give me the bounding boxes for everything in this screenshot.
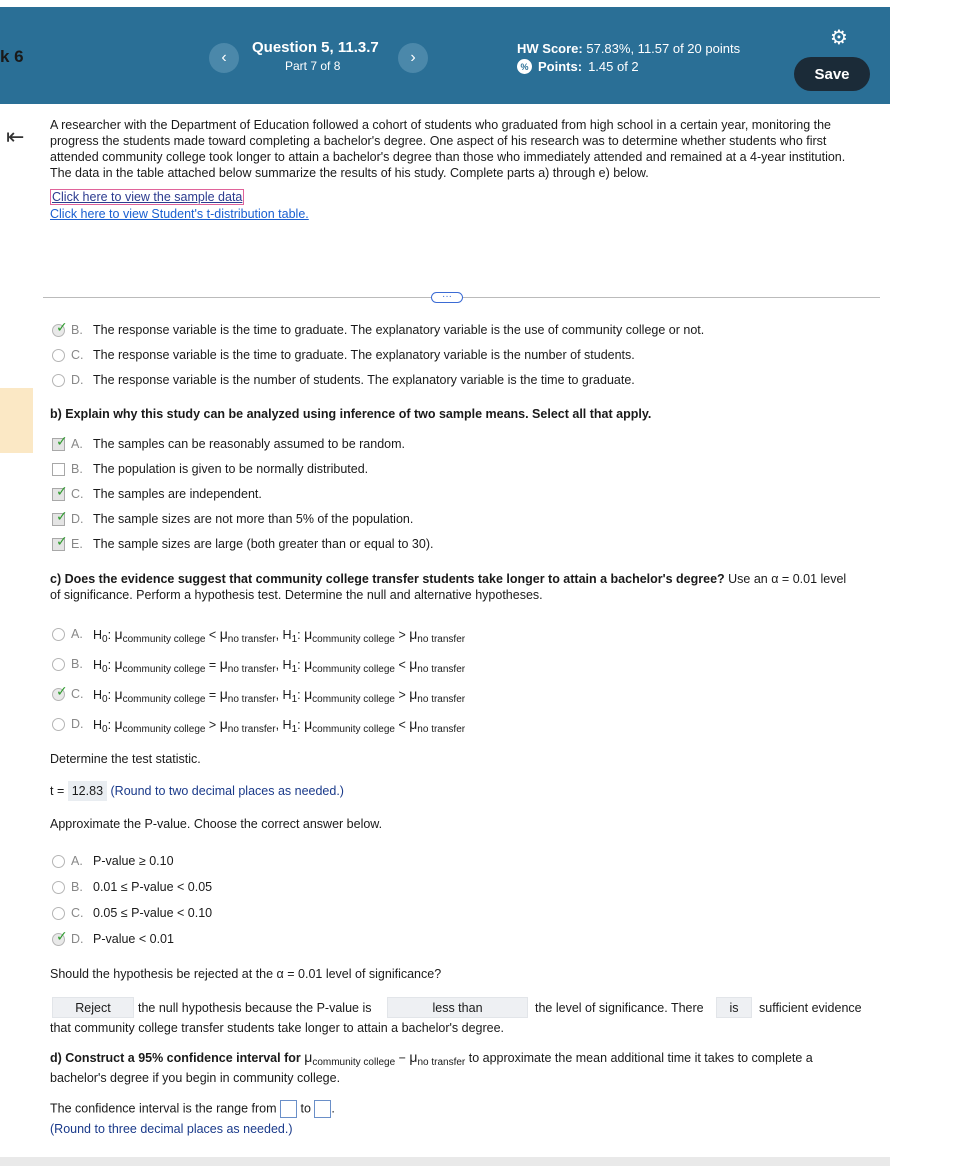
part-c-question: c) Does the evidence suggest that community college transfer students take longer to attain a bachelor's degree? Use an α = 0.01 level of significance. Perform a hypothesis test. Determine the null and alternative hypotheses. [50,572,847,602]
radio-button[interactable] [52,349,65,362]
next-question-button[interactable] [398,43,428,73]
option-b-a[interactable]: ✓ A. The samples can be reasonably assumed to be random. [52,437,405,451]
test-stat-row: t = 12.83 (Round to two decimal places as needed.) [50,781,344,801]
radio-button[interactable] [52,718,65,731]
part-label: Part 7 of 8 [285,59,341,73]
option-b-d[interactable]: ✓ D. The sample sizes are not more than 5% of the population. [52,512,413,526]
hypothesis-text: $H_0$: $\mu_{community college} = \mu_{no transfer}$, $H_1$: $\mu_{community college} > \mu_{no transfer}$ [93,686,466,705]
bottom-bar [0,1157,890,1166]
comparison-dropdown[interactable]: less than [387,997,528,1018]
assignment-label: k 6 [0,47,24,66]
chevron-left-icon: ‹ [221,49,227,66]
option-b-b[interactable]: B. The population is given to be normally distributed. [52,462,368,476]
ci-upper-input[interactable] [314,1100,331,1118]
checkbox[interactable] [52,532,68,551]
option-b-c[interactable]: ✓ C. The samples are independent. [52,487,262,501]
hypothesis-text: $H_0$: $\mu_{community college} > \mu_{no transfer}$, $H_1$: $\mu_{community college} < \mu_{no transfer}$ [93,716,466,735]
ci-row: The confidence interval is the range from to . [50,1100,335,1118]
part-d-line2: bachelor's degree if you begin in community college. [50,1071,341,1085]
prev-question-button[interactable] [209,43,239,73]
conclusion-text-2: the level of significance. There [535,1001,704,1015]
checkbox[interactable] [52,463,65,476]
ci-lower-input[interactable] [280,1100,297,1118]
option-a-b[interactable]: ✓ B. The response variable is the time to graduate. The explanatory variable is the use of community college or not. [52,323,704,337]
hyp-option-b[interactable]: B. $H_0$: $\mu_{community college} = \mu_{no transfer}$, $H_1$: $\mu_{community college} < \mu_{no transfer}$ [52,656,465,672]
hypothesis-text: $H_0$: $\mu_{community college} < \mu_{no transfer}$, $H_1$: $\mu_{community college} > \mu_{no transfer}$ [93,626,466,645]
check-icon: ✓ [56,482,68,499]
t-table-link[interactable]: Click here to view Student's t-distribution table. [50,207,309,221]
checkbox[interactable] [52,482,68,501]
radio-button[interactable] [52,682,68,701]
radio-button[interactable] [52,881,65,894]
hyp-option-d[interactable]: D. $H_0$: $\mu_{community college} > \mu_{no transfer}$, $H_1$: $\mu_{community college} < \mu_{no transfer}$ [52,716,465,732]
check-icon: ✓ [56,682,68,699]
chevron-right-icon: › [410,49,416,66]
check-icon: ✓ [56,318,68,335]
conclusion-text-3: sufficient evidence [759,1001,862,1015]
check-icon: ✓ [56,507,68,524]
part-b-question: b) Explain why this study can be analyzed using inference of two sample means. Select all that apply. [50,407,652,421]
reject-dropdown[interactable]: Reject [52,997,134,1018]
hw-score: HW Score: 57.83%, 11.57 of 20 points [517,41,741,56]
option-a-c[interactable]: C. The response variable is the time to graduate. The explanatory variable is the number of students. [52,348,635,362]
radio-button[interactable] [52,628,65,641]
check-icon: ✓ [56,532,68,549]
evidence-dropdown[interactable]: is [716,997,752,1018]
expand-more-button[interactable]: ··· [431,292,463,303]
radio-button[interactable] [52,855,65,868]
conclusion-text-1: the null hypothesis because the P-value is [138,1001,372,1015]
check-icon: ✓ [56,432,68,449]
rounding-hint: (Round to two decimal places as needed.) [110,784,344,798]
conclusion-text-4: that community college transfer students take longer to attain a bachelor's degree. [50,1021,505,1035]
pvalue-option-a[interactable]: A. P-value ≥ 0.10 [52,854,174,868]
save-button[interactable]: Save [794,57,870,91]
part-d-question: d) Construct a 95% confidence interval for $\mu_{community college} - \mu_{no transfer}$ to approximate the mean additional time it takes to complete a [50,1049,813,1068]
collapse-sidebar-icon[interactable]: ⇤ [6,124,25,149]
radio-button[interactable] [52,927,68,946]
question-title: Question 5, 11.3.7 [252,39,379,56]
radio-button[interactable] [52,374,65,387]
partial-credit-icon: % [517,59,532,74]
points: % Points: 1.45 of 2 [517,59,639,74]
checkbox[interactable] [52,432,68,451]
gear-icon[interactable]: ⚙ [830,27,848,49]
checkbox[interactable] [52,507,68,526]
hyp-option-a[interactable]: A. $H_0$: $\mu_{community college} < \mu_{no transfer}$, $H_1$: $\mu_{community college} > \mu_{no transfer}$ [52,626,465,642]
header-bar [0,7,890,104]
pvalue-prompt: Approximate the P-value. Choose the correct answer below. [50,817,383,831]
pvalue-option-b[interactable]: B. 0.01 ≤ P-value < 0.05 [52,880,212,894]
ci-hint: (Round to three decimal places as needed.) [50,1122,293,1136]
hypothesis-text: $H_0$: $\mu_{community college} = \mu_{no transfer}$, $H_1$: $\mu_{community college} < \mu_{no transfer}$ [93,656,466,675]
reject-prompt: Should the hypothesis be rejected at the α = 0.01 level of significance? [50,967,442,981]
question-intro: A researcher with the Department of Education followed a cohort of students who graduated from high school in a certain year, monitoring the progress the students made toward completing a bachelor's degree. One aspect of his research was to determine whether students who first attended community college took longer to attain a bachelor's degree than those who immediately attended and remained at a 4-year institution. The data in the table attached below summarize the results of his study. Complete parts a) through e) below. [50,118,846,180]
check-icon: ✓ [56,927,68,944]
sample-data-link[interactable]: Click here to view the sample data [52,190,243,204]
radio-button[interactable] [52,658,65,671]
option-a-d[interactable]: D. The response variable is the number of students. The explanatory variable is the time to graduate. [52,373,635,387]
pvalue-option-d[interactable]: ✓ D. P-value < 0.01 [52,932,174,946]
test-stat-prompt: Determine the test statistic. [50,752,201,766]
option-b-e[interactable]: ✓ E. The sample sizes are large (both greater than or equal to 30). [52,537,433,551]
radio-button[interactable] [52,907,65,920]
pvalue-option-c[interactable]: C. 0.05 ≤ P-value < 0.10 [52,906,212,920]
sidebar-highlight [0,388,33,453]
hyp-option-c[interactable]: ✓ C. $H_0$: $\mu_{community college} = \mu_{no transfer}$, $H_1$: $\mu_{community college} > \mu_{no transfer}$ [52,686,465,702]
radio-button[interactable] [52,318,68,337]
test-stat-answer[interactable]: 12.83 [68,781,107,801]
